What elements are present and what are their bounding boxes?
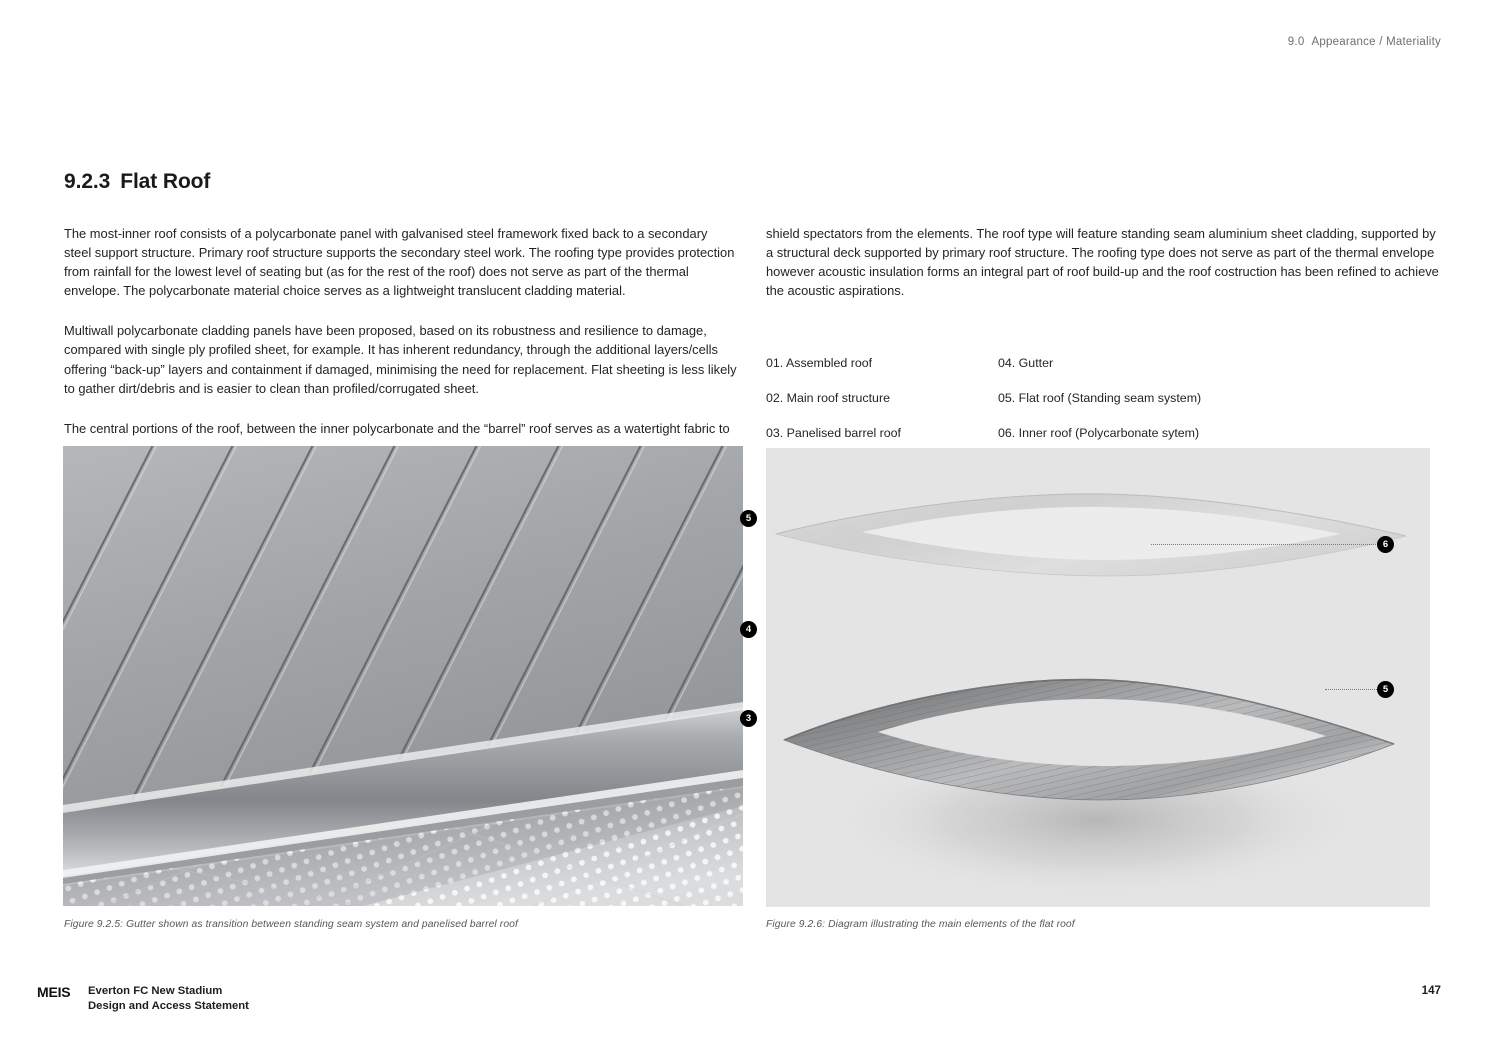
paragraph: The central portions of the roof, between the inner polycarbonate and the “barrel” roof serves as a watertight fabric to xyxy=(64,420,730,436)
body-column-right xyxy=(766,224,1440,321)
section-number: 9.2.3 xyxy=(64,170,111,193)
legend-item: 03. Panelised barrel roof xyxy=(766,426,902,440)
figure-flat-roof-diagram xyxy=(766,448,1430,907)
header-section-title: Appearance / Materiality xyxy=(1311,36,1441,48)
page-number: 147 xyxy=(1421,984,1441,997)
paragraph: The most-inner roof consists of a polycarbonate panel with galvanised steel framework fixed back to a secondary steel support structure. Primary roof structure supports the secondary steel work. The roofing type provides protection from rainfall for the lowest level of seating but (as for the rest of the roof) does not serve as part of the thermal envelope. The polycarbonate material choice serves as a lightweight translucent cladding material. xyxy=(64,226,735,299)
callout-badge-6: 6 xyxy=(1377,536,1394,553)
callout-badge-5-right: 5 xyxy=(1377,681,1394,698)
figure-caption-right: Figure 9.2.6: Diagram illustrating the main elements of the flat roof xyxy=(766,919,1075,930)
header-section-number: 9.0 xyxy=(1287,36,1305,48)
footer-line-1: Everton FC New Stadium xyxy=(88,985,223,997)
footer-document-title xyxy=(88,984,249,1015)
callout-badge-5: 5 xyxy=(740,510,757,527)
roof-elements-legend xyxy=(766,356,1440,440)
paragraph: Multiwall polycarbonate cladding panels have been proposed, based on its robustness and resilience to damage, compared with single ply profiled sheet, for example. It has inherent redundancy, through the additional layers/cells offering “back-up” layers and containment if damaged, minimising the need for replacement. Flat sheeting is less likely to gather dirt/debris and is easier to clean than profiled/corrugated sheet. xyxy=(64,323,737,396)
page-title xyxy=(64,170,210,194)
callout-badge-4: 4 xyxy=(740,621,757,638)
meis-logo: MEIS xyxy=(37,984,71,1000)
leader-line-6 xyxy=(1151,544,1376,545)
figure-gutter-photo xyxy=(63,446,743,906)
section-title-text: Flat Roof xyxy=(120,170,211,193)
legend-item: 02. Main roof structure xyxy=(766,391,890,405)
paragraph: shield spectators from the elements. The roof type will feature standing seam aluminium sheet cladding, supported by a structural deck supported by primary roof structure. The roofing type does not serve as part of the thermal envelope however acoustic insulation forms an integral part of roof build-up and the roof costruction has been refined to achieve the acoustic aspirations. xyxy=(766,226,1439,299)
legend-item: 01. Assembled roof xyxy=(766,356,873,370)
leader-line-5 xyxy=(1325,689,1377,690)
flat-roof-diagram-graphic xyxy=(766,448,1430,907)
legend-item: 05. Flat roof (Standing seam system) xyxy=(998,391,1202,405)
page-header xyxy=(1288,36,1441,48)
legend-item: 06. Inner roof (Polycarbonate sytem) xyxy=(998,426,1200,440)
footer-line-2: Design and Access Statement xyxy=(88,1000,249,1013)
callout-badge-3: 3 xyxy=(740,710,757,727)
gutter-photo-graphic xyxy=(63,446,743,906)
legend-item: 04. Gutter xyxy=(998,356,1054,370)
body-column-left xyxy=(64,224,738,459)
figure-caption-left: Figure 9.2.5: Gutter shown as transition between standing seam system and panelised barrel roof xyxy=(64,919,518,930)
